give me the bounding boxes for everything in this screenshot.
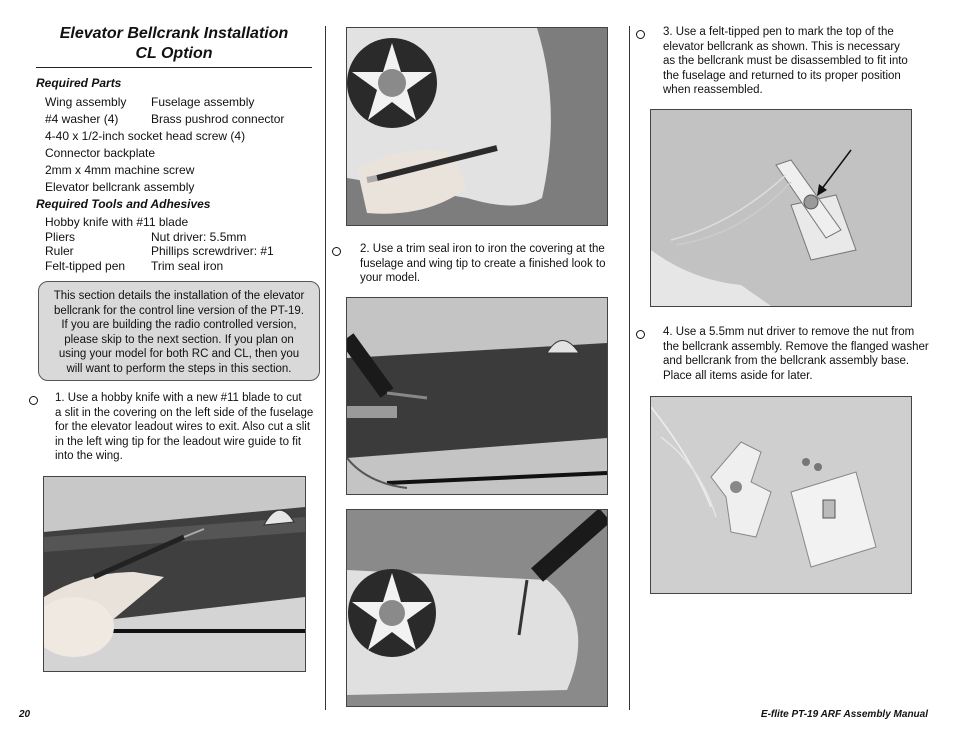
parts-item: Wing assembly: [45, 95, 127, 109]
step-1-line: in the left wing tip for the leadout wire guide to fit: [55, 435, 302, 448]
step-3-line: when reassembled.: [663, 84, 763, 96]
note-line: using your model for both RC and CL, then you: [58, 348, 300, 360]
step-2-line: your model.: [360, 272, 421, 284]
step-1-text: [55, 391, 320, 464]
required-parts-heading: Required Parts: [36, 76, 122, 90]
title-underline: [36, 67, 312, 68]
tools-item: Pliers: [45, 230, 76, 244]
note-line: If you are building the radio controlled version,: [61, 319, 297, 331]
step-1-checkbox[interactable]: [29, 396, 38, 405]
step-4-checkbox[interactable]: [636, 330, 645, 339]
manual-title: E-flite PT-19 ARF Assembly Manual: [760, 709, 928, 720]
step-2-checkbox[interactable]: [332, 247, 341, 256]
step-2-text: [360, 242, 616, 286]
step-1-line: for the elevator leadout wires to exit. Also cut a slit: [55, 421, 311, 433]
step-1-line: 1. Use a hobby knife with a new #11 blade to cut: [55, 392, 302, 404]
photo-trim-iron-fuselage: [346, 297, 608, 495]
parts-item: Brass pushrod connector: [151, 112, 285, 126]
tools-item: Ruler: [45, 244, 74, 258]
note-line: bellcrank for the control line version of the PT-19.: [54, 304, 304, 317]
step-3-text: [663, 25, 933, 98]
required-tools-heading: Required Tools and Adhesives: [36, 197, 211, 211]
step-4-line: and bellcrank from the bellcrank assembly base.: [663, 355, 910, 367]
step-1-line: into the wing.: [55, 450, 123, 462]
step-4-line: the bellcrank assembly. Remove the flanged washer: [663, 340, 929, 353]
tools-item: Trim seal iron: [151, 259, 224, 273]
parts-item: 4-40 x 1/2-inch socket head screw (4): [45, 129, 246, 143]
step-3-line: as the bellcrank must be disassembled to fit into: [663, 55, 908, 67]
step-4-text: [663, 325, 938, 383]
step-4-line: Place all items aside for later.: [663, 369, 813, 382]
photo-wing-tip-marking: [346, 27, 608, 226]
photo-bellcrank-marked: [650, 109, 912, 307]
page-number: 20: [19, 709, 31, 720]
step-3-checkbox[interactable]: [636, 30, 645, 39]
parts-item: Connector backplate: [45, 146, 156, 160]
cl-option-note: [38, 281, 320, 381]
parts-item: Elevator bellcrank assembly: [45, 180, 195, 194]
step-3-line: 3. Use a felt-tipped pen to mark the top of the: [663, 26, 894, 38]
parts-item: Fuselage assembly: [151, 95, 255, 109]
step-2-line: fuselage and wing tip to create a finished look to: [360, 257, 606, 270]
step-2-line: 2. Use a trim seal iron to iron the covering at the: [360, 243, 605, 255]
photo-bellcrank-disassembled: [650, 396, 912, 594]
step-4-line: 4. Use a 5.5mm nut driver to remove the nut from: [663, 326, 915, 338]
note-line: This section details the installation of the elevator: [53, 290, 305, 302]
title-line-2: CL Option: [135, 45, 213, 62]
note-line: will want to perform the steps in this section.: [66, 362, 292, 375]
column-divider-right: [629, 26, 630, 710]
note-line: please skip to the next section. If you plan on: [64, 333, 294, 346]
parts-item: #4 washer (4): [45, 112, 119, 126]
tools-item: Felt-tipped pen: [45, 259, 126, 273]
step-3-line: the fuselage and returned to its proper position: [663, 69, 901, 82]
step-3-line: elevator bellcrank as shown. This is necessary: [663, 40, 900, 53]
photo-trim-iron-wing-tip: [346, 509, 608, 707]
step-1-line: a slit in the covering on the left side of the fuselage: [55, 406, 314, 419]
parts-item: 2mm x 4mm machine screw: [45, 163, 195, 177]
tools-item: Phillips screwdriver: #1: [151, 244, 274, 258]
tools-item: Hobby knife with #11 blade: [45, 215, 189, 229]
title-line-1: Elevator Bellcrank Installation: [59, 25, 289, 42]
column-divider-left: [325, 26, 326, 710]
tools-item: Nut driver: 5.5mm: [151, 230, 247, 244]
page-title: [36, 24, 312, 64]
photo-hobby-knife-fuselage: [43, 476, 306, 672]
